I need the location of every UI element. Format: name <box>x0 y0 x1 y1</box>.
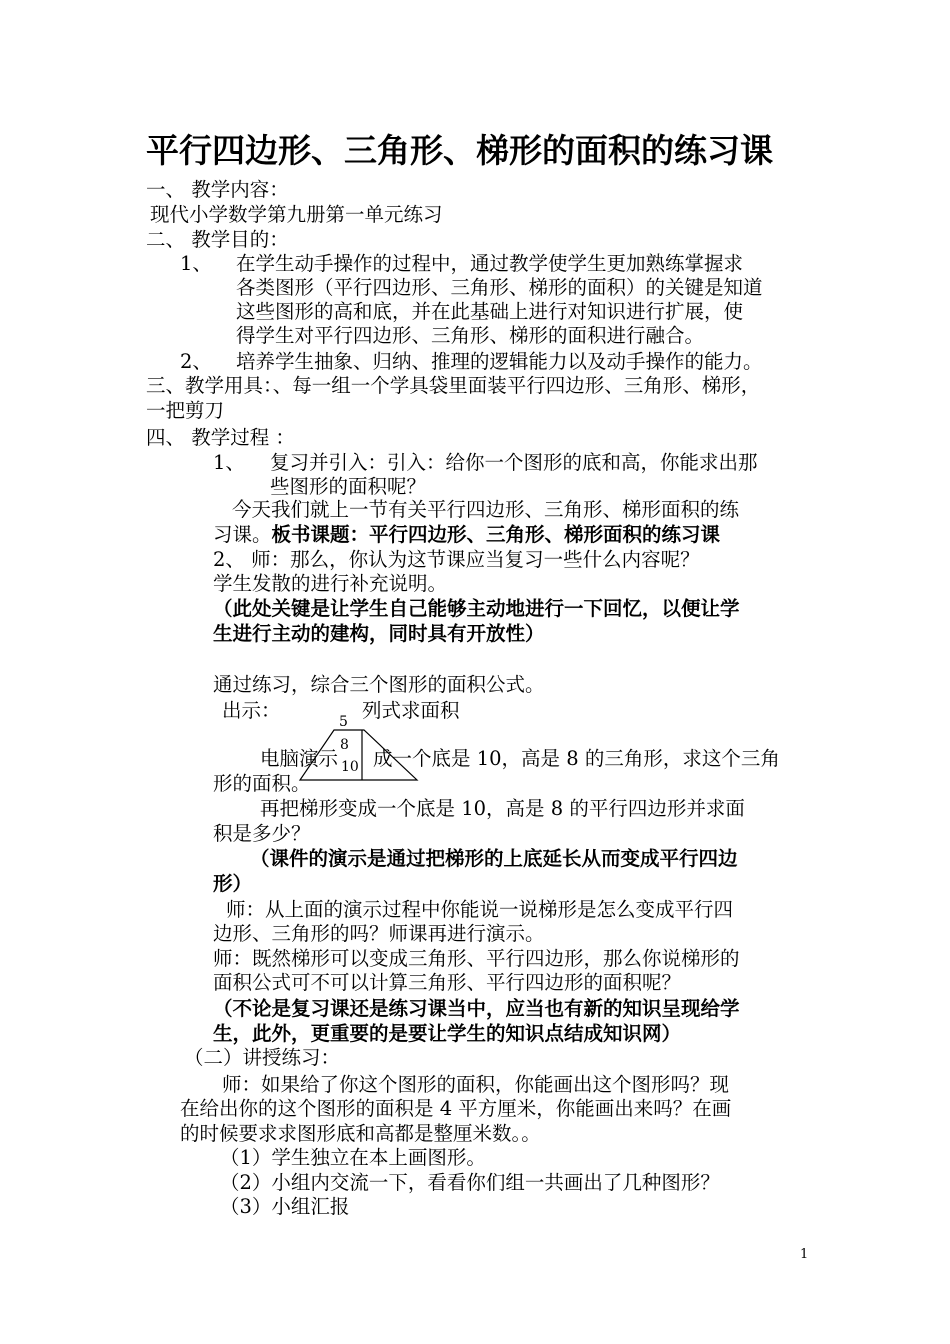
paragraph-line: 在学生动手操作的过程中，通过教学使学生更加熟练掌握求 <box>236 252 744 275</box>
teaching-note: 生进行主动的建构，同时具有开放性） <box>213 622 545 645</box>
list-item: （3）小组汇报 <box>220 1195 350 1218</box>
page-number: 1 <box>800 1247 809 1262</box>
figure-label-top: 5 <box>339 714 348 730</box>
paragraph-line: 积是多少？ <box>213 822 311 845</box>
board-title: 板书课题：平行四边形、三角形、梯形面积的练习课 <box>271 523 721 546</box>
paragraph-line: 2、 师：那么，你认为这节课应当复习一些什么内容呢？ <box>213 548 700 571</box>
paragraph-line: 列式求面积 <box>362 699 460 722</box>
paragraph-line: 面积公式可不可以计算三角形、平行四边形的面积呢？ <box>213 971 682 994</box>
paragraph-line: 些图形的面积呢？ <box>270 475 427 498</box>
paragraph-line: 师：既然梯形可以变成三角形、平行四边形，那么你说梯形的 <box>213 947 740 970</box>
section-heading: 四、 教学过程 ： <box>146 426 295 449</box>
paragraph-line: 学生发散的进行补充说明。 <box>213 572 448 595</box>
paragraph-line: 各类图形（平行四边形、三角形、梯形的面积）的关键是知道 <box>236 276 763 299</box>
paragraph-line: 的时候要求求图形底和高都是整厘米数。。 <box>180 1122 541 1145</box>
paragraph-line: 培养学生抽象、归纳、推理的逻辑能力以及动手操作的能力。 <box>236 350 763 373</box>
paragraph-line: 通过练习，综合三个图形的面积公式。 <box>213 673 545 696</box>
page-title: 平行四边形、三角形、梯形的面积的练习课 <box>146 131 773 170</box>
section-heading: 一、 教学内容： <box>146 178 289 201</box>
paragraph-line: 现代小学数学第九册第一单元练习 <box>150 203 443 226</box>
section-heading: （二）讲授练习： <box>184 1046 341 1069</box>
paragraph-line: 在给出你的这个图形的面积是 4 平方厘米，你能画出来吗？在画 <box>180 1097 732 1120</box>
teaching-note: 形） <box>213 872 253 895</box>
paragraph-line: 这些图形的高和底，并在此基础上进行对知识进行扩展，使 <box>236 300 744 323</box>
list-number: 2、 <box>180 350 212 373</box>
teaching-note: 生，此外，更重要的是要让学生的知识点结成知识网） <box>213 1022 682 1045</box>
paragraph-line: 再把梯形变成一个底是 10，高是 8 的平行四边形并求面 <box>260 797 745 820</box>
paragraph-line: 出示： <box>222 699 281 722</box>
trapezoid-figure <box>296 728 421 784</box>
section-heading: 二、 教学目的： <box>146 228 289 251</box>
paragraph-line: 复习并引入：引入：给你一个图形的底和高，你能求出那 <box>270 451 758 474</box>
figure-label-bottom: 10 <box>341 759 359 775</box>
teaching-note: （不论是复习课还是练习课当中，应当也有新的知识呈现给学 <box>213 997 740 1020</box>
paragraph-line: 今天我们就上一节有关平行四边形、三角形、梯形面积的练 <box>232 498 740 521</box>
paragraph-line: 三、教学用具：、每一组一个学具袋里面装平行四边形、三角形、梯形， <box>146 374 761 397</box>
paragraph-text: 习课。 <box>213 523 272 546</box>
paragraph-line: 得学生对平行四边形、三角形、梯形的面积进行融合。 <box>236 324 705 347</box>
paragraph-line: 一把剪刀 <box>146 399 225 422</box>
teaching-note: （课件的演示是通过把梯形的上底延长从而变成平行四边 <box>250 847 738 870</box>
paragraph-line: 边形、三角形的吗？师课再进行演示。 <box>213 922 545 945</box>
paragraph-line: 成一个底是 10，高是 8 的三角形，求这个三角 <box>373 747 780 770</box>
list-item: （2）小组内交流一下，看看你们组一共画出了几种图形？ <box>220 1171 720 1194</box>
list-item: （1）学生独立在本上画图形。 <box>220 1146 486 1169</box>
list-number: 1、 <box>180 252 212 275</box>
paragraph-line: 师：从上面的演示过程中你能说一说梯形是怎么变成平行四 <box>226 898 734 921</box>
list-number: 1、 <box>213 451 245 474</box>
paragraph-line <box>213 522 720 547</box>
figure-label-height: 8 <box>340 737 349 753</box>
teaching-note: （此处关键是让学生自己能够主动地进行一下回忆，以便让学 <box>213 597 740 620</box>
paragraph-line: 电脑演示 <box>260 747 339 770</box>
paragraph-line: 形的面积。 <box>213 772 311 795</box>
paragraph-line: 师：如果给了你这个图形的面积，你能画出这个图形吗？现 <box>222 1073 730 1096</box>
